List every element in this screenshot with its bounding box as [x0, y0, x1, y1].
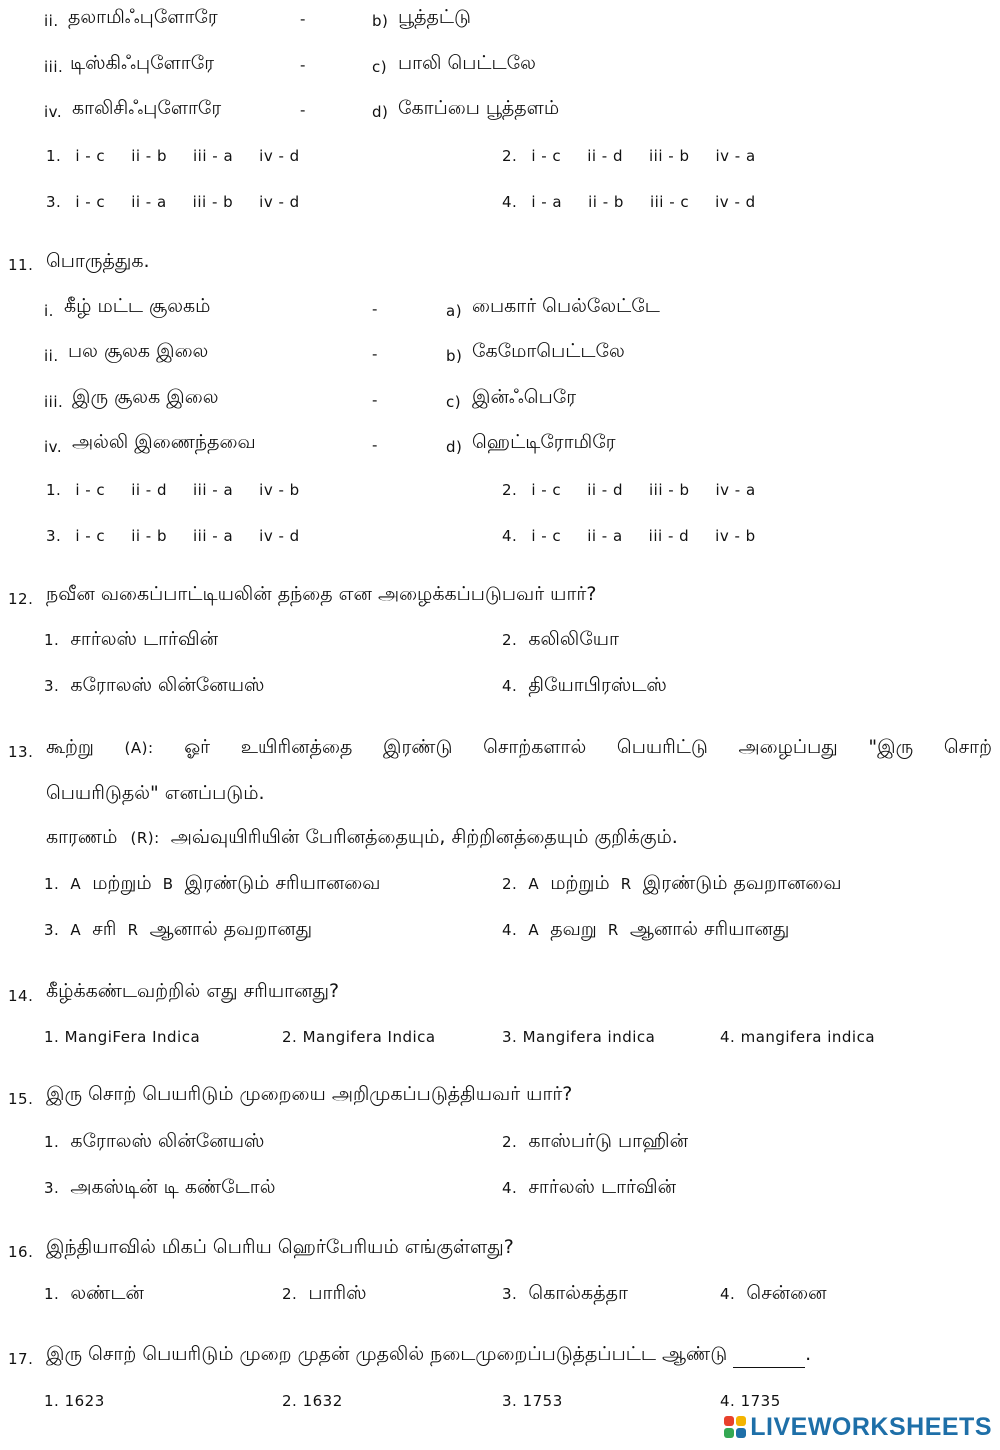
answer-blank[interactable]: [733, 1349, 805, 1368]
roman-numeral: iv.: [44, 438, 63, 456]
question-text: கீழ்க்கண்டவற்றில் எது சரியானது?: [46, 980, 340, 1002]
q14-option-2[interactable]: 2. Mangifera Indica: [282, 1028, 436, 1046]
q13-reason-line: [46, 826, 678, 851]
dash: -: [300, 101, 306, 119]
q11-option-2[interactable]: 2. i - c ii - d iii - b iv - a: [502, 481, 756, 499]
match-answer: பூத்தட்டு: [398, 6, 471, 28]
roman-numeral: i.: [44, 302, 54, 320]
q16-option-2[interactable]: 2. பாரிஸ்: [282, 1282, 367, 1304]
q13-assertion-line: கூற்று (A): ஓர் உயிரினத்தை இரண்டு சொற்களால் பெயரிட்டு அழைப்பது "இரு சொற்: [46, 736, 992, 761]
roman-numeral: ii.: [44, 12, 59, 30]
q17-option-1[interactable]: 1. 1623: [44, 1392, 105, 1410]
match-letter: d): [446, 438, 463, 456]
match-term: பல சூலக இலை: [68, 340, 209, 362]
q12-option-3[interactable]: 3. கரோலஸ் லின்னேயஸ்: [44, 674, 265, 696]
dash: -: [372, 391, 378, 409]
roman-numeral: iii.: [44, 393, 64, 411]
question-number: 12.: [8, 590, 34, 608]
dash: -: [372, 436, 378, 454]
match-term: டிஸ்கிஃபுளோரே: [70, 52, 215, 74]
liveworksheets-logo: [724, 1410, 992, 1444]
q12-option-2[interactable]: 2. கலிலியோ: [502, 628, 619, 650]
q14-option-3[interactable]: 3. Mangifera indica: [502, 1028, 656, 1046]
assertion-tag: (A):: [124, 739, 154, 757]
match-letter: c): [446, 393, 462, 411]
roman-numeral: iii.: [44, 58, 64, 76]
q17-option-4[interactable]: 4. 1735: [720, 1392, 781, 1410]
question-number: 14.: [8, 987, 34, 1005]
match-answer: பைகார் பெல்லேட்டே: [472, 295, 660, 317]
dash: -: [372, 300, 378, 318]
dash: -: [300, 10, 306, 28]
q17-option-2[interactable]: 2. 1632: [282, 1392, 343, 1410]
q17-option-3[interactable]: 3. 1753: [502, 1392, 563, 1410]
match-answer: கேமோபெட்டலே: [472, 340, 625, 362]
match-term: தலாமிஃபுளோரே: [68, 6, 218, 28]
match-letter: b): [446, 347, 463, 365]
q12-option-4[interactable]: 4. தியோபிரஸ்டஸ்: [502, 674, 667, 696]
logo-square: [736, 1416, 746, 1426]
match-letter: b): [372, 12, 389, 30]
match-term: அல்லி இணைந்தவை: [72, 431, 256, 453]
question-number: 15.: [8, 1090, 34, 1108]
reason-tag: (R):: [130, 829, 160, 847]
liveworksheets-mark-icon: [724, 1416, 746, 1438]
q12-option-1[interactable]: 1. சார்லஸ் டார்வின்: [44, 628, 219, 650]
q13-option-2[interactable]: 2. A மற்றும் R இரண்டும் தவறானவை: [502, 872, 842, 894]
q16-option-4[interactable]: 4. சென்னை: [720, 1282, 827, 1304]
match-term: இரு சூலக இலை: [72, 386, 219, 408]
q16-option-1[interactable]: 1. லண்டன்: [44, 1282, 144, 1304]
question-text: இந்தியாவில் மிகப் பெரிய ஹெர்பேரியம் எங்குள்ளது?: [46, 1236, 514, 1258]
logo-square: [724, 1428, 734, 1438]
q13-option-3[interactable]: 3. A சரி R ஆனால் தவறானது: [44, 918, 313, 940]
question-text: பொருத்துக.: [46, 250, 150, 272]
match-letter: c): [372, 58, 388, 76]
reason-text: அவ்வுயிரியின் பேரினத்தையும், சிற்றினத்தையும் குறிக்கும்.: [170, 826, 678, 848]
roman-numeral: ii.: [44, 347, 59, 365]
q13-option-4[interactable]: 4. A தவறு R ஆனால் சரியானது: [502, 918, 790, 940]
logo-square: [724, 1416, 734, 1426]
q16-option-3[interactable]: 3. கொல்கத்தா: [502, 1282, 628, 1304]
q11-option-3[interactable]: 3. i - c ii - b iii - a iv - d: [46, 527, 300, 545]
question-text: இரு சொற் பெயரிடும் முறையை அறிமுகப்படுத்தியவர் யார்?: [46, 1083, 573, 1105]
q15-option-4[interactable]: 4. சார்லஸ் டார்வின்: [502, 1176, 677, 1198]
assertion-continuation: பெயரிடுதல்" எனப்படும்.: [46, 782, 265, 804]
dash: -: [300, 56, 306, 74]
q11-option-4[interactable]: 4. i - c ii - a iii - d iv - b: [502, 527, 756, 545]
dash: -: [372, 345, 378, 363]
match-term: காலிசிஃபுளோரே: [72, 97, 222, 119]
q15-option-2[interactable]: 2. காஸ்பர்டு பாஹின்: [502, 1130, 689, 1152]
q14-option-1[interactable]: 1. MangiFera Indica: [44, 1028, 201, 1046]
q10-option-1[interactable]: 1. i - c ii - b iii - a iv - d: [46, 147, 300, 165]
match-letter: d): [372, 103, 389, 121]
question-text: நவீன வகைப்பாட்டியலின் தந்தை என அழைக்கப்படுபவர் யார்?: [46, 583, 597, 605]
reason-label: காரணம்: [46, 826, 118, 848]
q15-option-1[interactable]: 1. கரோலஸ் லின்னேயஸ்: [44, 1130, 265, 1152]
q14-option-4[interactable]: 4. mangifera indica: [720, 1028, 876, 1046]
assertion-label: கூற்று: [46, 736, 94, 758]
match-answer: பாலி பெட்டலே: [398, 52, 536, 74]
question-number: 13.: [8, 743, 34, 761]
match-term: கீழ் மட்ட சூலகம்: [64, 295, 211, 317]
q10-option-3[interactable]: 3. i - c ii - a iii - b iv - d: [46, 193, 300, 211]
match-answer: ஹெட்டிரோமிரே: [472, 431, 616, 453]
question-number: 17.: [8, 1350, 34, 1368]
match-answer: கோப்பை பூத்தளம்: [398, 97, 560, 119]
question-number: 11.: [8, 256, 34, 274]
q13-option-1[interactable]: 1. A மற்றும் B இரண்டும் சரியானவை: [44, 872, 381, 894]
match-answer: இன்ஃபெரே: [472, 386, 577, 408]
q17-question-line: இரு சொற் பெயரிடும் முறை முதன் முதலில் நடைமுறைப்படுத்தப்பட்ட ஆண்டு .: [46, 1343, 811, 1368]
q10-option-2[interactable]: 2. i - c ii - d iii - b iv - a: [502, 147, 756, 165]
question-number: 16.: [8, 1243, 34, 1261]
question-text: இரு சொற் பெயரிடும் முறை முதன் முதலில் நடைமுறைப்படுத்தப்பட்ட ஆண்டு: [46, 1343, 728, 1365]
match-letter: a): [446, 302, 463, 320]
q11-option-1[interactable]: 1. i - c ii - d iii - a iv - b: [46, 481, 300, 499]
q15-option-3[interactable]: 3. அகஸ்டின் டி கண்டோல்: [44, 1176, 276, 1198]
logo-text: LIVEWORKSHEETS: [750, 1412, 992, 1441]
roman-numeral: iv.: [44, 103, 63, 121]
q10-option-4[interactable]: 4. i - a ii - b iii - c iv - d: [502, 193, 756, 211]
logo-square: [736, 1428, 746, 1438]
